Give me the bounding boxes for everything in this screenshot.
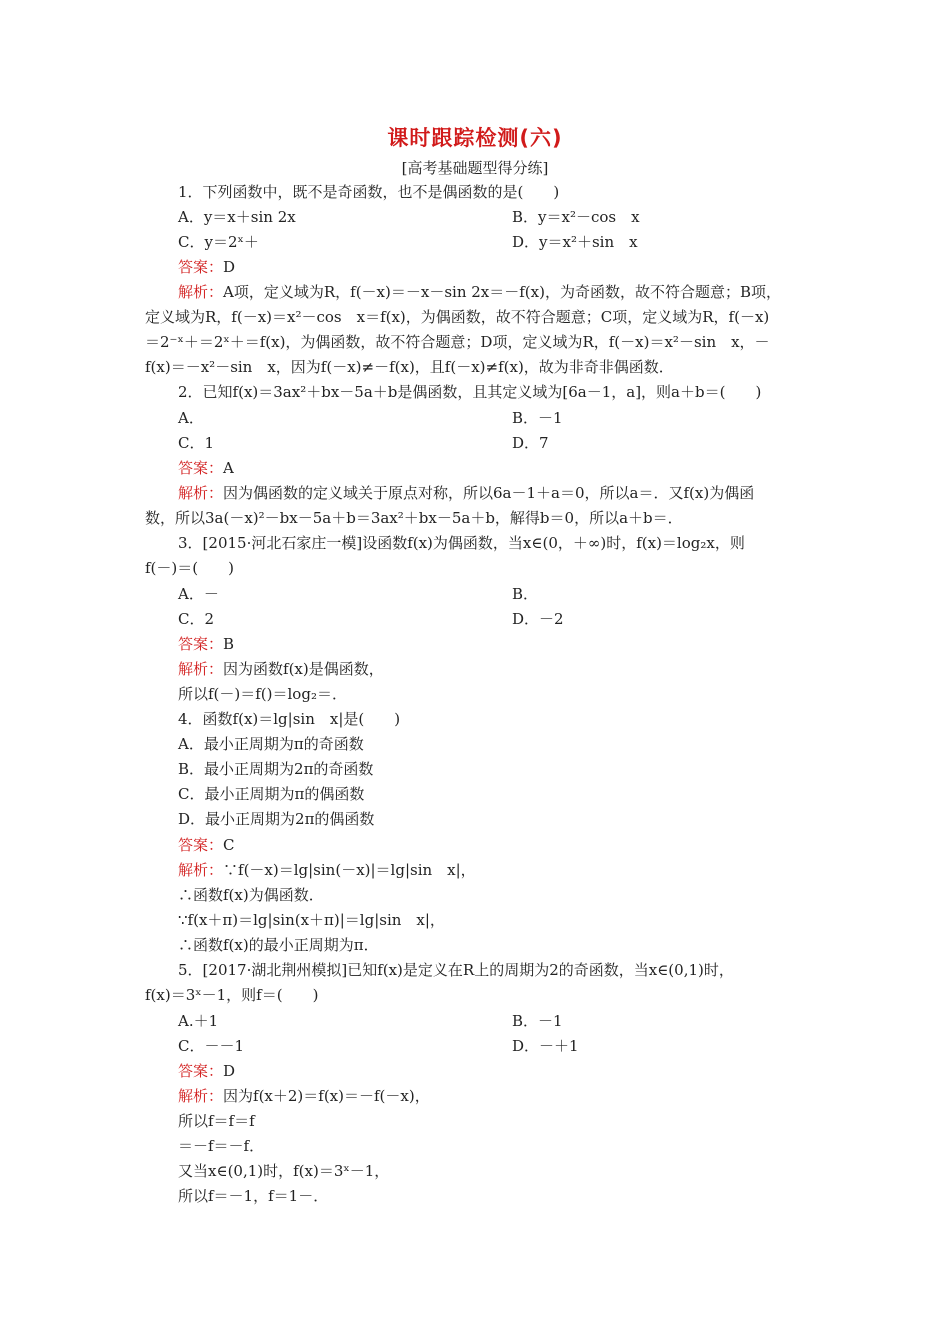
answer-label: 答案： [178,459,224,477]
analysis-3-line-1 [178,658,384,680]
analysis-1-line-3: ＝2⁻ˣ＋＝2ˣ＋＝f(x)，为偶函数，故不符合题意；D项，定义域为R，f(－x)＝x²－sin x，－ [145,333,770,351]
question-1-option-d: D．y＝x²＋sin x [512,233,638,251]
page-subtitle: [高考基础题型得分练] [401,159,549,177]
answer-4 [178,834,235,856]
analysis-text: A项，定义域为R，f(－x)＝－x－sin 2x＝－f(x)，为奇函数，故不符合题意；B项， [223,283,781,301]
answer-value: B [223,635,235,653]
analysis-4-line-3: ∵f(x＋π)＝lg|sin(x＋π)|＝lg|sin x|， [178,911,445,929]
question-3-option-c: C．2 [178,610,215,628]
analysis-4-line-2: ∴函数f(x)为偶函数． [178,886,324,904]
answer-value: A [223,459,234,477]
analysis-5-line-5: 所以f＝－1，f＝1－． [178,1187,329,1205]
question-4-option-c: C．最小正周期为π的偶函数 [178,785,365,803]
question-5-stem: 5．[2017·湖北荆州模拟]已知f(x)是定义在R上的周期为2的奇函数，当x∈(0,1)时， [178,961,734,979]
question-3-stem: 3．[2015·河北石家庄一模]设函数f(x)为偶函数，当x∈(0，＋∞)时，f(x)＝log₂x，则 [178,534,745,552]
analysis-label: 解析： [178,1087,224,1105]
question-3-option-a: A．－ [178,585,219,603]
analysis-text: 因为函数f(x)是偶函数， [223,660,384,678]
question-5-stem-cont: f(x)＝3ˣ－1，则f＝( ) [145,986,319,1004]
question-4-option-d: D．最小正周期为2π的偶函数 [178,810,375,828]
question-2-option-b: B．－1 [512,409,563,427]
answer-3 [178,633,234,655]
answer-5 [178,1060,235,1082]
analysis-5-line-3: ＝－f＝－f． [178,1137,265,1155]
analysis-text: ∵f(－x)＝lg|sin(－x)|＝lg|sin x|， [223,861,476,879]
analysis-1-line-4: f(x)＝－x²－sin x，因为f(－x)≠－f(x)，且f(－x)≠f(x)，故为非奇非偶函数． [145,358,674,376]
question-1-option-b: B．y＝x²－cos x [512,208,640,226]
question-1-stem: 1．下列函数中，既不是奇函数，也不是偶函数的是( ) [178,183,560,201]
analysis-2-line-2: 数，所以3a(－x)²－bx－5a＋b＝3ax²＋bx－5a＋b，解得b＝0，所以a＋b＝． [145,509,683,527]
answer-label: 答案： [178,836,224,854]
question-2-option-a: A． [178,409,204,427]
question-4-option-b: B．最小正周期为2π的奇函数 [178,760,374,778]
question-1-option-c: C．y＝2ˣ＋ [178,233,259,251]
analysis-1-line-1 [178,281,781,303]
analysis-4-line-1 [178,859,476,881]
analysis-label: 解析： [178,660,224,678]
analysis-label: 解析： [178,861,224,879]
analysis-3-line-2: 所以f(－)＝f()＝log₂＝． [178,685,347,703]
analysis-text: 因为偶函数的定义域关于原点对称，所以6a－1＋a＝0，所以a＝．又f(x)为偶函 [223,484,755,502]
question-3-option-b: B． [512,585,539,603]
analysis-label: 解析： [178,484,224,502]
question-3-option-d: D．－2 [512,610,564,628]
page-title: 课时跟踪检测(六) [387,126,563,150]
answer-1 [178,256,235,278]
analysis-1-line-2: 定义域为R，f(－x)＝x²－cos x＝f(x)，为偶函数，故不符合题意；C项，定义域为R，f(－x) [145,308,770,326]
analysis-4-line-4: ∴函数f(x)的最小正周期为π． [178,936,379,954]
analysis-5-line-4: 又当x∈(0,1)时，f(x)＝3ˣ－1， [178,1162,390,1180]
question-4-stem: 4．函数f(x)＝lg|sin x|是( ) [178,710,401,728]
analysis-5-line-2: 所以f＝f＝f [178,1112,255,1130]
question-4-option-a: A．最小正周期为π的奇函数 [178,735,364,753]
analysis-text: 因为f(x＋2)＝f(x)＝－f(－x)， [223,1087,430,1105]
question-5-option-c: C．－－1 [178,1037,245,1055]
question-5-option-d: D．－＋1 [512,1037,579,1055]
answer-label: 答案： [178,258,224,276]
answer-value: D [223,258,236,276]
question-5-option-a: A.＋1 [178,1012,219,1030]
analysis-2-line-1 [178,482,754,504]
question-3-stem-cont: f(－)＝( ) [145,559,234,577]
question-2-option-d: D．7 [512,434,549,452]
answer-value: C [223,836,235,854]
answer-value: D [223,1062,236,1080]
question-1-option-a: A．y＝x＋sin 2x [178,208,296,226]
answer-label: 答案： [178,635,224,653]
answer-2 [178,457,234,479]
question-2-option-c: C．1 [178,434,215,452]
answer-label: 答案： [178,1062,224,1080]
question-2-stem: 2．已知f(x)＝3ax²＋bx－5a＋b是偶函数，且其定义域为[6a－1，a]，则a＋b＝( ) [178,383,762,401]
question-5-option-b: B．－1 [512,1012,563,1030]
analysis-label: 解析： [178,283,224,301]
analysis-5-line-1 [178,1085,430,1107]
